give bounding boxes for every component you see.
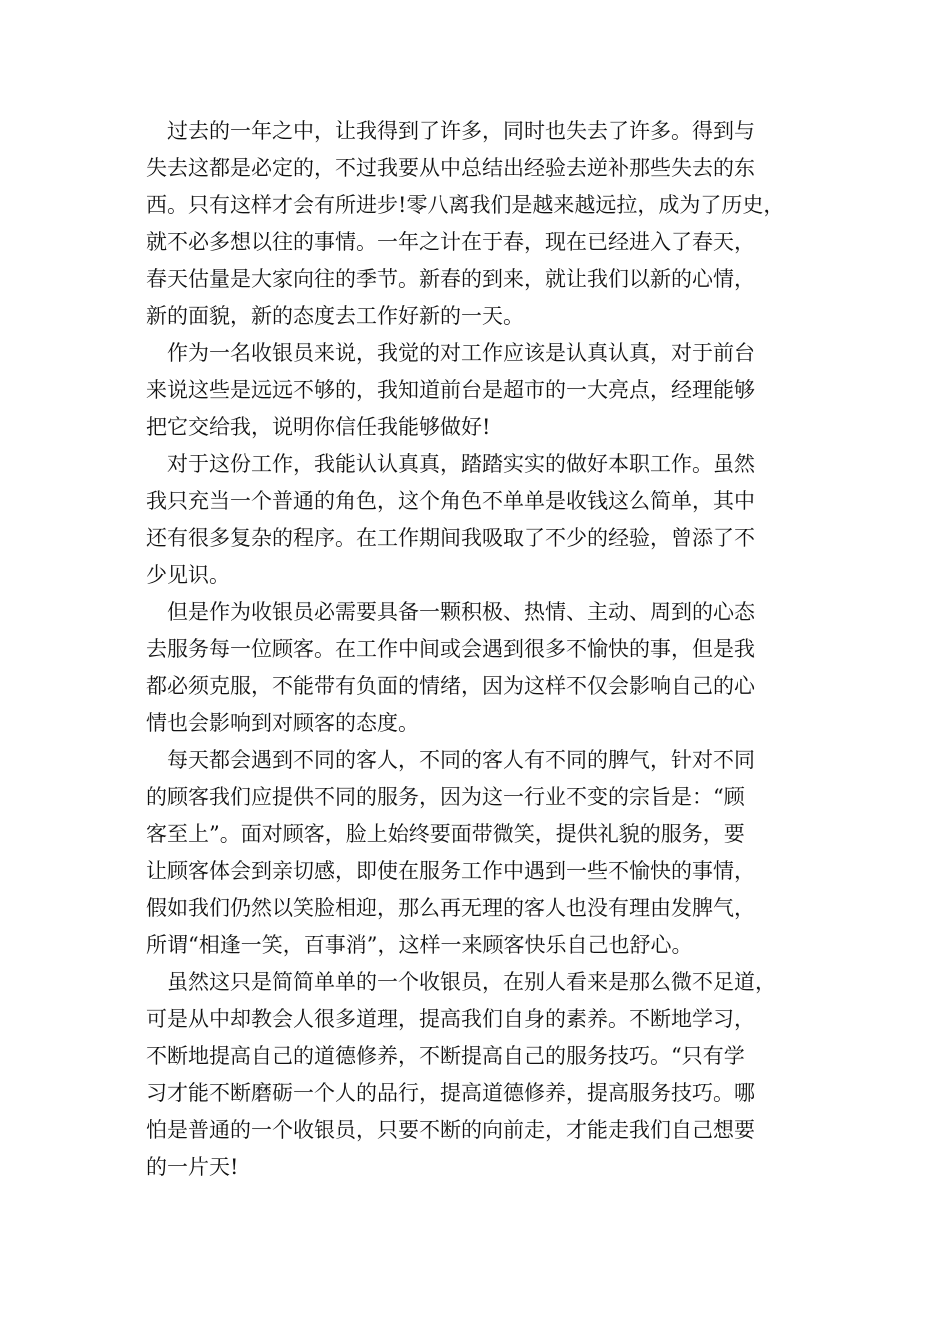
text-line: 过去的一年之中，让我得到了许多，同时也失去了许多。得到与 bbox=[167, 119, 755, 143]
text-line: 来说这些是远远不够的，我知道前台是超市的一大亮点，经理能够 bbox=[146, 378, 755, 402]
text-line: 情也会影响到对顾客的态度。 bbox=[146, 711, 419, 735]
text-line: 就不必多想以往的事情。一年之计在于春，现在已经进入了春天， bbox=[146, 230, 755, 254]
text-line: 的一片天! bbox=[146, 1155, 239, 1179]
text-line: 作为一名收银员来说，我觉的对工作应该是认真认真，对于前台 bbox=[167, 341, 755, 365]
paragraph-2 bbox=[146, 335, 836, 446]
text-line: 但是作为收银员必需要具备一颗积极、热情、主动、周到的心态 bbox=[167, 600, 755, 624]
text-line: 春天估量是大家向往的季节。新春的到来，就让我们以新的心情， bbox=[146, 267, 755, 291]
text-line: 西。只有这样才会有所进步!零八离我们是越来越远拉，成为了历史， bbox=[146, 193, 785, 217]
paragraph-3 bbox=[146, 446, 836, 594]
text-line: 每天都会遇到不同的客人，不同的客人有不同的脾气，针对不同 bbox=[167, 748, 755, 772]
text-line: 假如我们仍然以笑脸相迎，那么再无理的客人也没有理由发脾气， bbox=[146, 896, 755, 920]
text-line: 不断地提高自己的道德修养，不断提高自己的服务技巧。“只有学 bbox=[146, 1044, 745, 1068]
text-line: 可是从中却教会人很多道理，提高我们自身的素养。不断地学习， bbox=[146, 1007, 755, 1031]
text-line: 新的面貌，新的态度去工作好新的一天。 bbox=[146, 304, 524, 328]
document-page bbox=[146, 113, 836, 1186]
text-line: 少见识。 bbox=[146, 563, 230, 587]
text-line: 去服务每一位顾客。在工作中间或会遇到很多不愉快的事，但是我 bbox=[146, 637, 755, 661]
text-line: 我只充当一个普通的角色，这个角色不单单是收钱这么简单，其中 bbox=[146, 489, 755, 513]
text-line: 还有很多复杂的程序。在工作期间我吸取了不少的经验，曾添了不 bbox=[146, 526, 755, 550]
text-line: 虽然这只是简简单单的一个收银员，在别人看来是那么微不足道， bbox=[167, 970, 776, 994]
text-line: 习才能不断磨砺一个人的品行，提高道德修养，提高服务技巧。哪 bbox=[146, 1081, 755, 1105]
text-line: 客至上”。面对顾客，脸上始终要面带微笑，提供礼貌的服务，要 bbox=[146, 822, 745, 846]
text-line: 怕是普通的一个收银员，只要不断的向前走，才能走我们自己想要 bbox=[146, 1118, 755, 1142]
text-line: 让顾客体会到亲切感，即使在服务工作中遇到一些不愉快的事情， bbox=[146, 859, 755, 883]
text-line: 的顾客我们应提供不同的服务，因为这一行业不变的宗旨是：“顾 bbox=[146, 785, 745, 809]
text-line: 失去这都是必定的，不过我要从中总结出经验去逆补那些失去的东 bbox=[146, 156, 755, 180]
paragraph-4 bbox=[146, 594, 836, 742]
text-line: 都必须克服，不能带有负面的情绪，因为这样不仅会影响自己的心 bbox=[146, 674, 755, 698]
paragraph-6 bbox=[146, 964, 836, 1186]
text-line: 对于这份工作，我能认认真真，踏踏实实的做好本职工作。虽然 bbox=[167, 452, 755, 476]
paragraph-1 bbox=[146, 113, 836, 335]
text-line: 所谓“相逢一笑，百事消”，这样一来顾客快乐自己也舒心。 bbox=[146, 933, 693, 957]
text-line: 把它交给我，说明你信任我能够做好! bbox=[146, 415, 491, 439]
paragraph-5 bbox=[146, 742, 836, 964]
